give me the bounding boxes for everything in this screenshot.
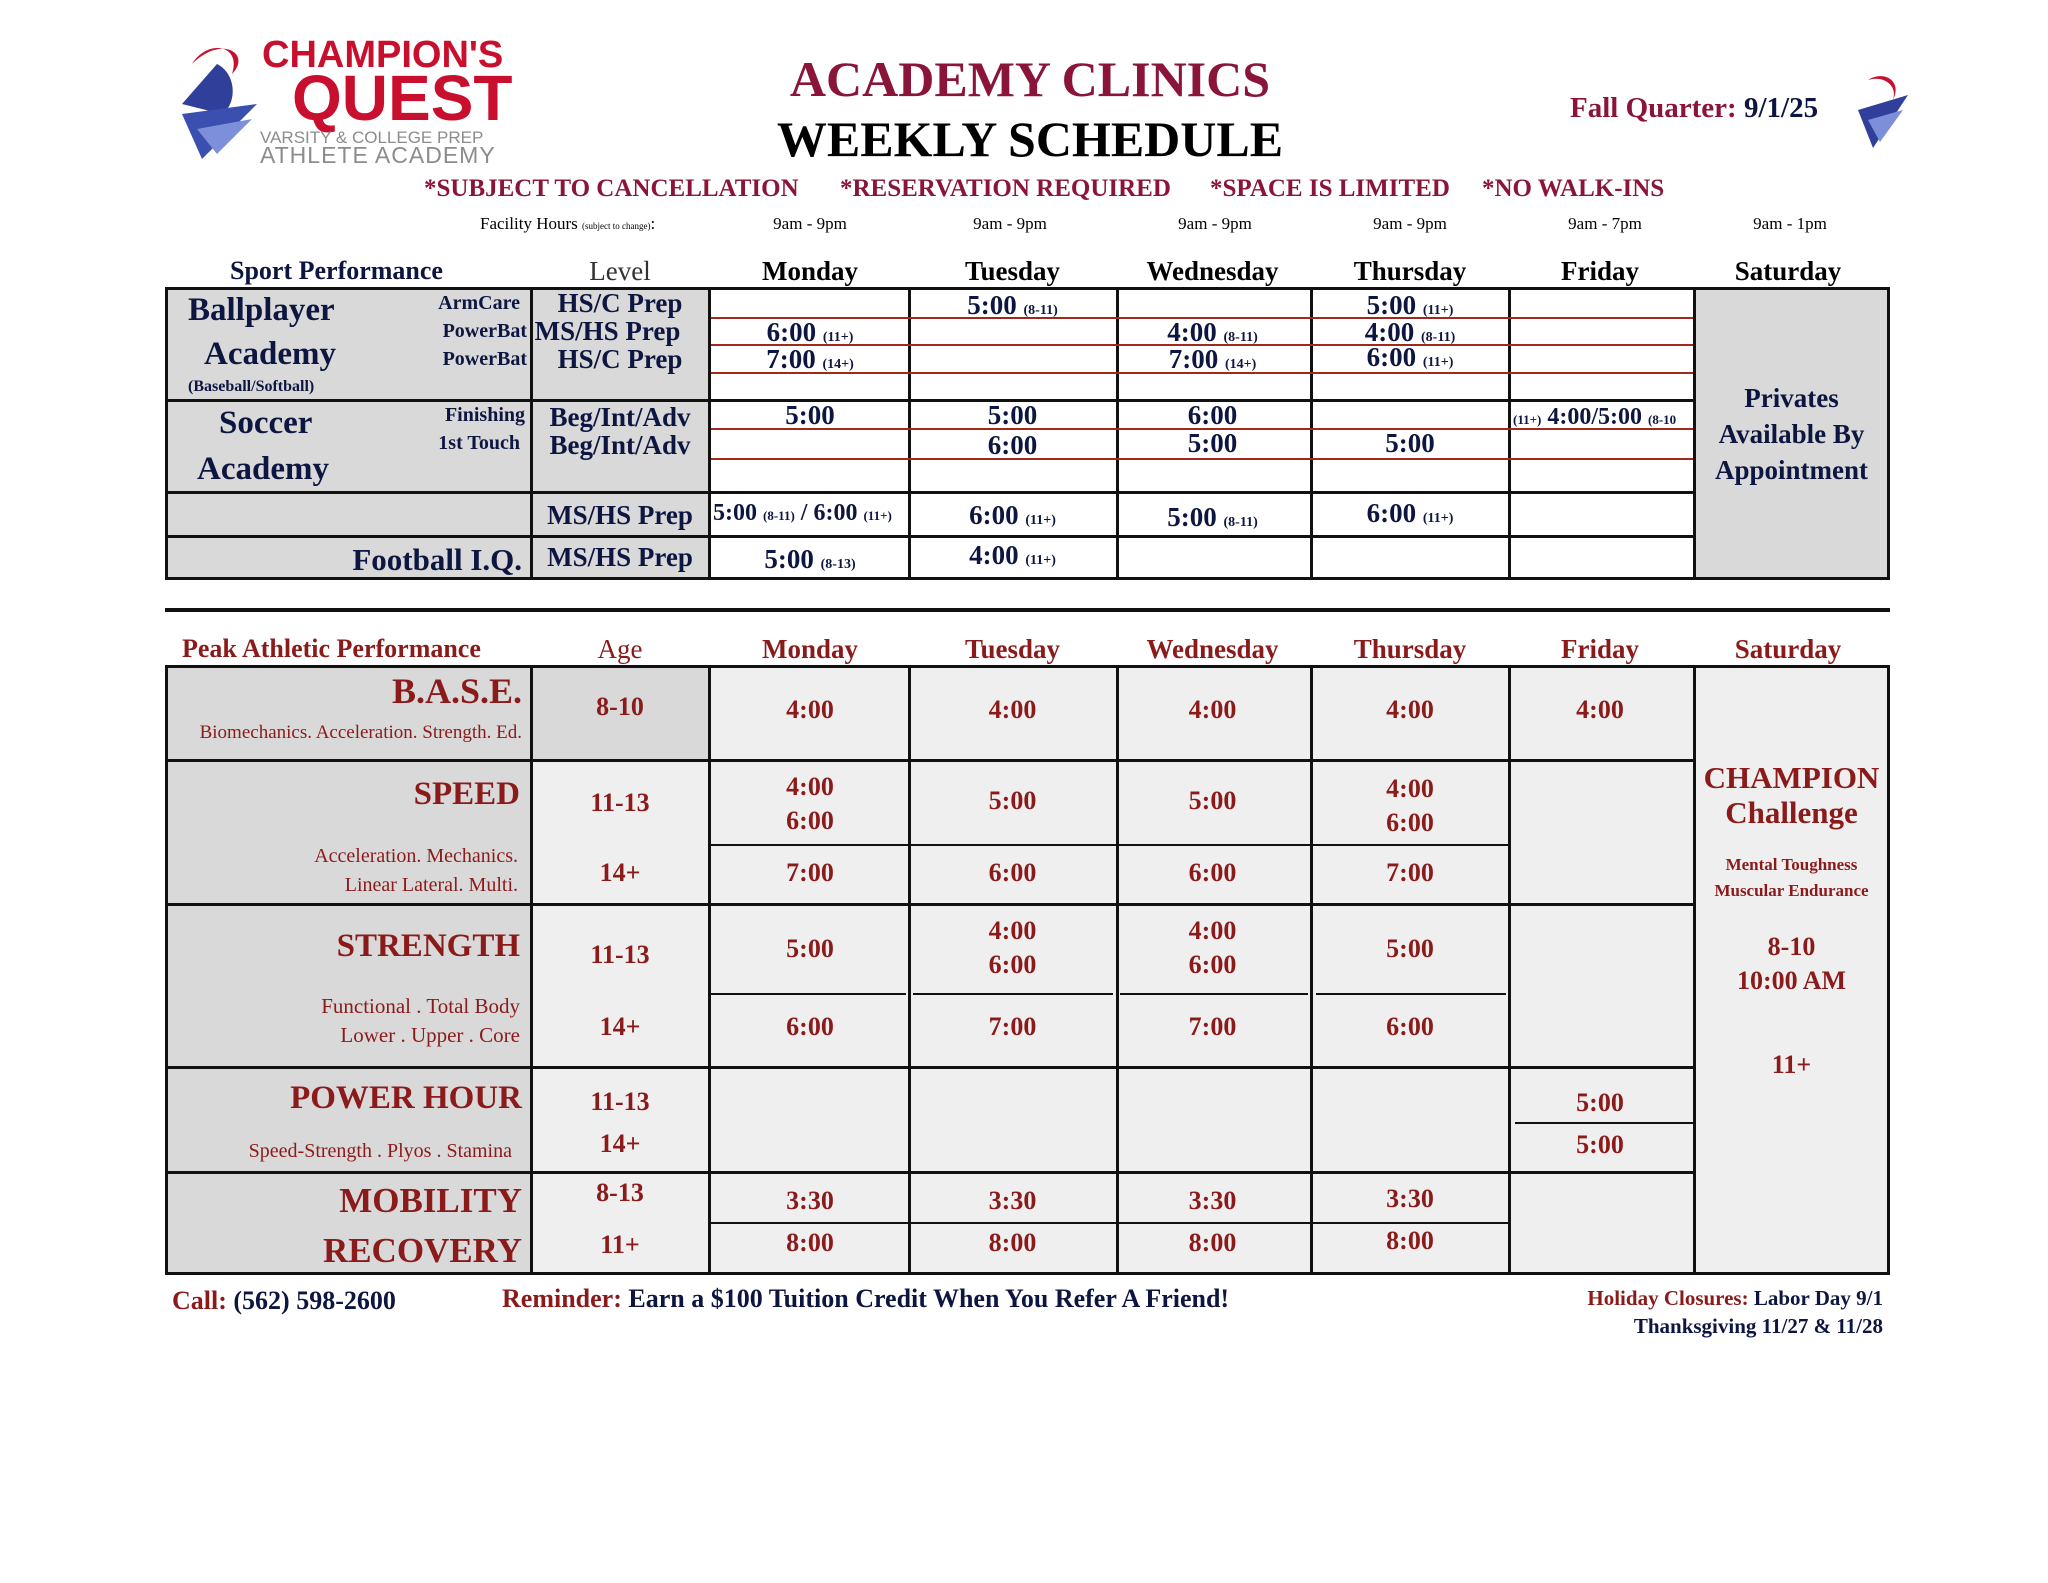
brand-line1: CHAMPION'S	[262, 34, 504, 76]
base-fri: 4:00	[1576, 695, 1624, 724]
section-separator	[165, 608, 1890, 612]
divider	[711, 1222, 1508, 1224]
ball-thu-2: 4:00 (8-11)	[1364, 317, 1456, 347]
day-header-fri: Friday	[1561, 256, 1639, 286]
holiday-closures: Holiday Closures: Labor Day 9/1 Thanksgiving 11/27 & 11/28	[1587, 1286, 1883, 1338]
quarter-label: Fall Quarter:	[1570, 92, 1737, 124]
facility-hours-wed: 9am - 9pm	[1178, 214, 1252, 233]
soccer-tue-1: 5:00	[987, 400, 1038, 430]
divider	[711, 844, 1508, 846]
brand-line4: ATHLETE ACADEMY	[260, 142, 496, 168]
ball-type-2: PowerBat	[442, 320, 527, 342]
strength-thu-2: 6:00	[1386, 1012, 1434, 1041]
facility-hours-mon: 9am - 9pm	[773, 214, 847, 233]
base-tue: 4:00	[988, 695, 1037, 724]
ballplayer-sub: (Baseball/Softball)	[188, 378, 315, 395]
base-sub: Biomechanics. Acceleration. Strength. Ed.	[199, 722, 522, 743]
facility-hours-label: Facility Hours (subject to change):	[480, 214, 656, 233]
power-hour-title: POWER HOUR	[290, 1080, 522, 1116]
mobility-title: MOBILITY RECOVERY	[322, 1181, 522, 1270]
ballplayer-title: Ballplayer Academy	[188, 292, 336, 372]
mobility-mon-2: 8:00	[786, 1228, 834, 1257]
champion-challenge-title: CHAMPION Challenge	[1703, 760, 1880, 830]
day-header-sat: Saturday	[1734, 256, 1842, 286]
facility-hours-fri: 9am - 7pm	[1568, 214, 1642, 233]
notice-cancellation: *SUBJECT TO CANCELLATION	[424, 175, 799, 202]
soccer-type-2: 1st Touch	[438, 432, 520, 454]
sport-performance-label: Sport Performance	[230, 256, 443, 285]
ball-type-1: ArmCare	[438, 292, 520, 314]
speed-thu-1: 4:00 6:00	[1386, 774, 1434, 837]
football-mon: 5:00 (8-13)	[764, 544, 856, 574]
ball-tue-1: 5:00 (8-11)	[967, 290, 1058, 320]
soccer-thu-2: 5:00	[1385, 428, 1435, 458]
day-header-mon: Monday	[761, 256, 859, 286]
brand-logo	[162, 34, 532, 168]
soccer-wed-1: 6:00	[1187, 400, 1238, 430]
ball-level-1: HS/C Prep	[557, 288, 683, 318]
mshs-wed: 5:00 (8-11)	[1167, 502, 1258, 532]
mobility-mon-1: 3:30	[786, 1186, 834, 1215]
speed-tue-1: 5:00	[988, 786, 1037, 815]
ball-thu-1: 5:00 (11+)	[1366, 290, 1454, 320]
facility-hours-tue: 9am - 9pm	[973, 214, 1047, 233]
strength-tue-1: 4:00 6:00	[988, 916, 1037, 979]
power-fri-2: 5:00	[1576, 1130, 1624, 1159]
mobility-tue-2: 8:00	[988, 1228, 1037, 1257]
flame-icon-small	[1848, 70, 1912, 150]
speed-sub: Acceleration. Mechanics. Linear Lateral. Multi.	[314, 845, 518, 896]
peak-performance-label: Peak Athletic Performance	[182, 634, 481, 663]
strength-age-1: 11-13	[590, 940, 650, 969]
mobility-thu-2: 8:00	[1386, 1226, 1434, 1255]
day-header-wed: Wednesday	[1146, 256, 1279, 286]
mobility-wed-1: 3:30	[1188, 1186, 1237, 1215]
mobility-age-1: 8-13	[596, 1178, 644, 1207]
notice-walkins: *NO WALK-INS	[1482, 175, 1665, 202]
soccer-type-1: Finishing	[444, 404, 525, 426]
soccer-tue-2: 6:00	[987, 430, 1038, 460]
peak-day-wed: Wednesday	[1146, 634, 1279, 664]
power-fri-1: 5:00	[1576, 1088, 1624, 1117]
base-thu: 4:00	[1386, 695, 1434, 724]
football-tue: 4:00 (11+)	[969, 540, 1056, 570]
peak-day-thu: Thursday	[1353, 634, 1467, 664]
blank-name-cell	[168, 494, 530, 535]
strength-wed-2: 7:00	[1188, 1012, 1237, 1041]
divider	[913, 993, 1113, 995]
mobility-thu-1: 3:30	[1386, 1184, 1434, 1213]
champion-challenge-age-2: 11+	[1771, 1050, 1812, 1079]
ball-mon-2: 6:00 (11+)	[766, 317, 854, 347]
power-hour-sub: Speed-Strength . Plyos . Stamina	[248, 1140, 512, 1162]
soccer-fri-1: (11+) 4:00/5:00 (8-10	[1513, 404, 1677, 430]
strength-sub: Functional . Total Body Lower . Upper . Core	[321, 994, 520, 1047]
peak-day-tue: Tuesday	[964, 634, 1061, 664]
ball-thu-3: 6:00 (11+)	[1366, 342, 1454, 372]
strength-mon-2: 6:00	[786, 1012, 834, 1041]
title-weekly-schedule: WEEKLY SCHEDULE	[776, 111, 1284, 167]
speed-tue-2: 6:00	[988, 858, 1037, 887]
mobility-age-2: 11+	[600, 1230, 640, 1259]
facility-hours-thu: 9am - 9pm	[1373, 214, 1447, 233]
football-title: Football I.Q.	[352, 542, 522, 577]
mobility-tue-1: 3:30	[988, 1186, 1037, 1215]
speed-mon-2: 7:00	[786, 858, 834, 887]
divider	[165, 1066, 1696, 1069]
base-mon: 4:00	[786, 695, 834, 724]
speed-thu-2: 7:00	[1386, 858, 1434, 887]
divider	[165, 535, 1696, 538]
divider	[165, 1171, 1696, 1174]
mshs-mon: 5:00 (8-11) / 6:00 (11+)	[713, 500, 892, 526]
divider	[711, 993, 906, 995]
champion-challenge-sub: Mental Toughness Muscular Endurance	[1714, 855, 1869, 900]
privates-note: Privates Available By Appointment	[1714, 383, 1869, 485]
divider	[165, 491, 1696, 494]
soccer-level-1: Beg/Int/Adv	[549, 402, 691, 432]
divider	[165, 903, 1696, 906]
divider	[1120, 993, 1308, 995]
power-age-2: 14+	[599, 1129, 641, 1158]
quarter-date: 9/1/25	[1743, 92, 1819, 124]
peak-day-sat: Saturday	[1734, 634, 1842, 664]
call-info: Call: (562) 598-2600	[172, 1286, 396, 1315]
strength-wed-1: 4:00 6:00	[1188, 916, 1237, 979]
divider	[1316, 993, 1506, 995]
peak-day-fri: Friday	[1561, 634, 1639, 664]
mobility-wed-2: 8:00	[1188, 1228, 1237, 1257]
mshs-tue: 6:00 (11+)	[969, 500, 1056, 530]
strength-tue-2: 7:00	[988, 1012, 1037, 1041]
ball-wed-2: 4:00 (8-11)	[1167, 317, 1258, 347]
base-wed: 4:00	[1188, 695, 1237, 724]
facility-hours-sat: 9am - 1pm	[1753, 214, 1827, 233]
ball-wed-3: 7:00 (14+)	[1168, 344, 1257, 374]
strength-age-2: 14+	[599, 1012, 641, 1041]
speed-wed-1: 5:00	[1188, 786, 1237, 815]
notice-reservation: *RESERVATION REQUIRED	[840, 175, 1171, 202]
champion-challenge-time: 10:00 AM	[1736, 966, 1847, 995]
level-header: Level	[589, 256, 651, 286]
ball-mon-3: 7:00 (14+)	[766, 344, 854, 374]
speed-title: SPEED	[413, 776, 520, 812]
soccer-level-2: Beg/Int/Adv	[549, 430, 691, 460]
divider	[1515, 1122, 1693, 1124]
day-header-tue: Tuesday	[964, 256, 1061, 286]
divider	[165, 759, 1696, 762]
speed-mon-1: 4:00 6:00	[786, 772, 834, 835]
champion-challenge-age-1: 8-10	[1767, 932, 1816, 961]
strength-mon-1: 5:00	[786, 934, 834, 963]
speed-wed-2: 6:00	[1188, 858, 1237, 887]
notice-space: *SPACE IS LIMITED	[1210, 175, 1450, 202]
ball-level-2: MS/HS Prep	[534, 316, 681, 346]
quarter-info	[1570, 92, 1818, 125]
brand-line2: QUEST	[292, 62, 513, 134]
ball-level-3: HS/C Prep	[557, 344, 683, 374]
brand-line3: VARSITY & COLLEGE PREP	[260, 128, 484, 147]
soccer-title: Soccer Academy	[197, 405, 329, 487]
mshs-level: MS/HS Prep	[547, 500, 693, 530]
soccer-wed-2: 5:00	[1187, 428, 1238, 458]
football-level: MS/HS Prep	[547, 542, 693, 572]
speed-age-2: 14+	[599, 858, 641, 887]
ball-type-3: PowerBat	[442, 348, 527, 370]
day-header-thu: Thursday	[1353, 256, 1467, 286]
peak-day-mon: Monday	[761, 634, 859, 664]
strength-thu-1: 5:00	[1386, 934, 1434, 963]
title-academy-clinics: ACADEMY CLINICS	[789, 51, 1271, 107]
base-title: B.A.S.E.	[391, 671, 522, 711]
referral-reminder: Reminder: Earn a $100 Tuition Credit When You Refer A Friend!	[502, 1284, 1230, 1313]
strength-title: STRENGTH	[336, 928, 520, 964]
speed-age-1: 11-13	[590, 788, 650, 817]
mshs-thu: 6:00 (11+)	[1366, 498, 1454, 528]
base-age: 8-10	[596, 692, 644, 721]
power-age-1: 11-13	[590, 1087, 650, 1116]
soccer-mon-1: 5:00	[785, 400, 835, 430]
age-header: Age	[597, 634, 643, 664]
